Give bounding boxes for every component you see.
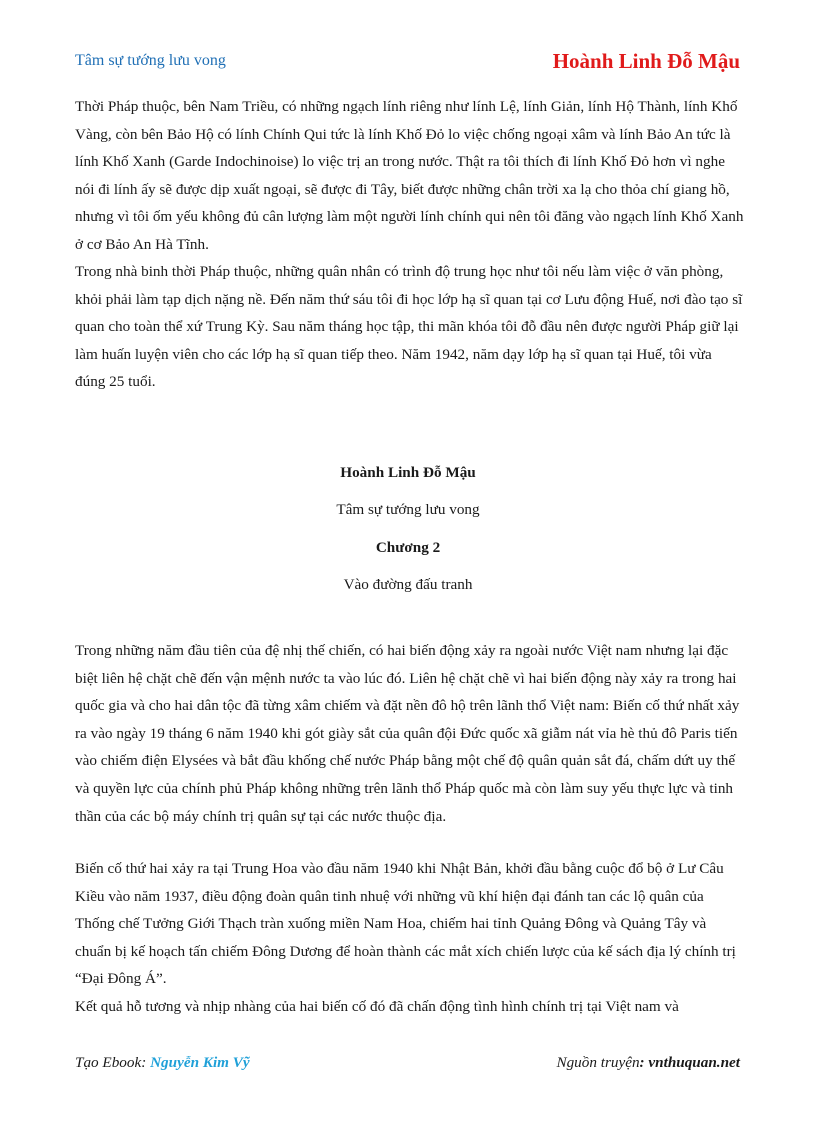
footer-source-label: Nguồn truyện (556, 1054, 640, 1071)
chapter-book-title: Tâm sự tướng lưu vong (336, 501, 480, 518)
chapter-number: Chương 2 (375, 539, 441, 556)
chapter-title: Vào đường đấu tranh (343, 576, 473, 593)
footer-ebook-separator: : (141, 1054, 151, 1071)
paragraph-4: Biến cố thứ hai xảy ra tại Trung Hoa vào đầu năm 1940 khi Nhật Bản, khởi đầu bằng cuộc đổ bộ ở Lư Câu Kiều vào năm 1937, điều động đoàn quân tinh nhuệ với những vũ khí hiện đại đánh tan các lộ quân của Thống chế Tưởng Giới Thạch tràn xuống miền Nam Hoa, chiếm hai tỉnh Quảng Đông và Quảng Tây và chuẩn bị kế hoạch tấn chiếm Đông Dương để hoàn thành các mắt xích chiến lược của kế sách địa lý chính trị “Đại Đông Á”. (75, 860, 736, 988)
footer-source-credit (556, 1054, 740, 1072)
chapter-author: Hoành Linh Đỗ Mậu (340, 464, 476, 481)
paragraph-1: Thời Pháp thuộc, bên Nam Triều, có những ngạch lính riêng như lính Lệ, lính Giản, lính Hộ Thành, lính Khố Vàng, còn bên Bảo Hộ có lính Chính Qui tức là lính Khố Đỏ lo việc chống ngoại xâm và lính Bảo An tức là lính Khố Xanh (Garde Indochinoise) lo việc trị an trong nước. Thật ra tôi thích đi lính Khố Đỏ hơn vì nghe nói đi lính ấy sẽ được dịp xuất ngoại, sẽ được đi Tây, biết được những chân trời xa lạ cho thỏa chí giang hồ, nhưng vì tôi ốm yếu không đủ cân lượng làm một người lính chính qui nên tôi đăng vào ngạch lính Khố Xanh ở cơ Bảo An Hà Tĩnh. (75, 98, 744, 253)
footer-source-site: vnthuquan.net (648, 1054, 740, 1071)
paragraph-5: Kết quả hỗ tương và nhịp nhàng của hai biến cố đó đã chấn động tình hình chính trị tại Việt nam và (75, 998, 679, 1015)
paragraph-2: Trong nhà binh thời Pháp thuộc, những quân nhân có trình độ trung học như tôi nếu làm việc ở văn phòng, khỏi phải làm tạp dịch nặng nề. Đến năm thứ sáu tôi đi học lớp hạ sĩ quan tại cơ Lưu động Huế, nơi đào tạo sĩ quan cho toàn thể xứ Trung Kỳ. Sau năm tháng học tập, thi mãn khóa tôi đỗ đầu nên được người Pháp giữ lại làm huấn luyện viên cho các lớp hạ sĩ quan tiếp theo. Năm 1942, năm dạy lớp hạ sĩ quan tại Huế, tôi vừa đúng 25 tuổi. (75, 263, 743, 391)
footer-ebook-label: Tạo Ebook (75, 1054, 142, 1071)
paragraph-3: Trong những năm đầu tiên của đệ nhị thế chiến, có hai biến động xảy ra ngoài nước Việt nam nhưng lại đặc biệt liên hệ chặt chẽ đến vận mệnh nước ta vào lúc đó. Liên hệ chặt chẽ vì hai biến động này xảy ra trong hai quốc gia và cho hai dân tộc đã từng xâm chiếm và đặt nền đô hộ trên lãnh thổ Việt nam: Biến cố thứ nhất xảy ra vào ngày 19 tháng 6 năm 1940 khi gót giày sắt của quân đội Đức quốc xã giẫm nát vỉa hè thủ đô Paris tiến vào chiếm điện Elysées và bắt đầu khống chế nước Pháp bằng một chế độ quân quản sắt đá, chấm dứt uy thế và quyền lực của chính phủ Pháp không những trên lãnh thổ Pháp quốc mà còn làm suy yếu thực lực và tinh thần của các bộ máy chính trị quân sự tại các nước thuộc địa. (75, 642, 740, 825)
footer-source-separator: : (639, 1054, 649, 1071)
header-book-title: Tâm sự tướng lưu vong (75, 52, 226, 69)
header-author: Hoành Linh Đỗ Mậu (552, 49, 740, 73)
footer-ebook-credit (75, 1054, 250, 1072)
footer-ebook-name: Nguyễn Kim Vỹ (150, 1054, 250, 1071)
